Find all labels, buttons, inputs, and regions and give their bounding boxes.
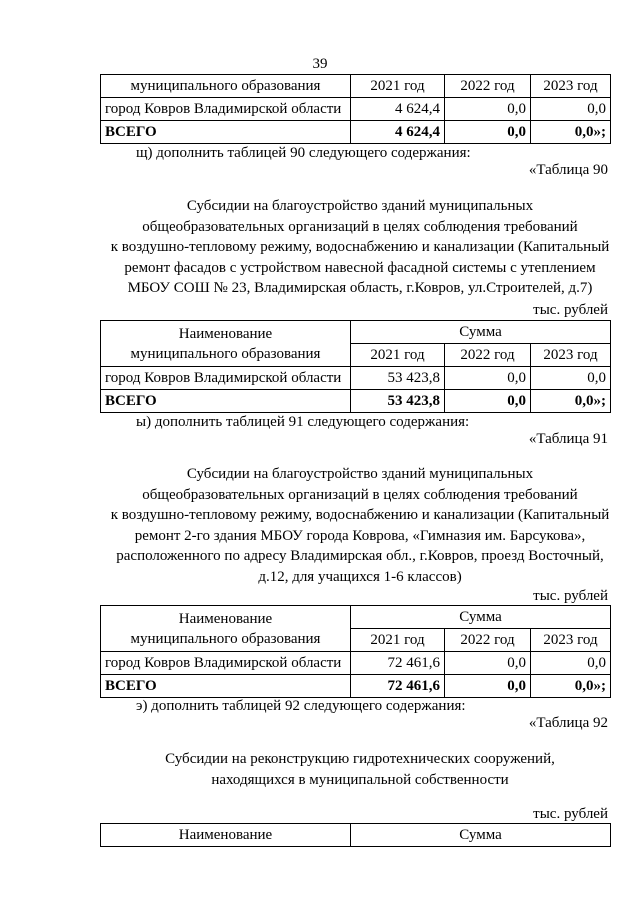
header-year-cell: 2022 год (445, 629, 531, 652)
page-number: 39 (312, 56, 328, 72)
municipality-cell: город Ковров Владимирской области (101, 652, 351, 675)
header-name-line: муниципального образования (130, 630, 321, 647)
value-cell: 0,0 (531, 98, 611, 121)
total-value: 0,0 (445, 121, 531, 144)
header-name-cell (101, 606, 351, 652)
unit-label: тыс. рублей (533, 302, 608, 318)
value-cell: 0,0 (531, 367, 611, 390)
municipality-cell: город Ковров Владимирской области (101, 367, 351, 390)
total-value: 0,0 (445, 390, 531, 413)
table-header-row (101, 75, 611, 98)
header-year-cell: 2023 год (531, 629, 611, 652)
header-sum-cell: Сумма (351, 321, 611, 344)
unit-label: тыс. рублей (533, 806, 608, 822)
table-92 (100, 823, 611, 847)
header-name-cell (101, 321, 351, 367)
header-year-cell: 2021 год (351, 75, 445, 98)
heading-line: ремонт 2-го здания МБОУ города Коврова, «Гимназия им. Барсукова», (134, 527, 586, 544)
header-year-cell: 2023 год (531, 75, 611, 98)
header-sum-cell: Сумма (351, 606, 611, 629)
header-name-line: Наименование (178, 325, 273, 342)
table-row (101, 367, 611, 390)
heading-line: МБОУ СОШ № 23, Владимирская область, г.Ковров, ул.Строителей, д.7) (127, 280, 593, 296)
total-label: ВСЕГО (101, 390, 351, 413)
table-row (101, 652, 611, 675)
paragraph-shch: щ) дополнить таблицей 90 следующего содержания: (136, 145, 471, 161)
table-92-label: «Таблица 92 (528, 715, 608, 731)
table-91-heading (90, 464, 630, 587)
value-cell: 0,0 (531, 652, 611, 675)
value-cell: 72 461,6 (351, 652, 445, 675)
value-cell: 0,0 (445, 98, 531, 121)
value-cell: 53 423,8 (351, 367, 445, 390)
heading-line: Субсидии на благоустройство зданий муниципальных (186, 198, 534, 214)
table-91 (100, 605, 611, 698)
table-90 (100, 320, 611, 413)
municipality-cell: город Ковров Владимирской области (101, 98, 351, 121)
heading-line: находящихся в муниципальной собственности (211, 771, 509, 788)
header-year-cell: 2023 год (531, 344, 611, 367)
total-label: ВСЕГО (101, 675, 351, 698)
total-value: 0,0 (445, 675, 531, 698)
total-value: 4 624,4 (351, 121, 445, 144)
heading-line: ремонт фасадов с устройством навесной фасадной системы с утеплением (124, 259, 596, 276)
header-name-line: Наименование (178, 610, 273, 627)
heading-line: общеобразовательных организаций в целях соблюдения требований (142, 218, 578, 235)
header-name-cell: Наименование (101, 824, 351, 847)
header-name-cell: муниципального образования (101, 75, 351, 98)
total-value: 72 461,6 (351, 675, 445, 698)
heading-line: д.12, для учащихся 1-6 классов) (258, 568, 462, 585)
value-cell: 0,0 (445, 652, 531, 675)
header-sum-cell: Сумма (351, 824, 611, 847)
header-year-cell: 2021 год (351, 629, 445, 652)
heading-line: к воздушно-тепловому режиму, водоснабжению и канализации (Капитальный (110, 507, 610, 523)
paragraph-e: э) дополнить таблицей 92 следующего содержания: (136, 698, 466, 714)
total-value: 0,0»; (531, 675, 611, 698)
unit-label: тыс. рублей (533, 588, 608, 604)
heading-line: расположенного по адресу Владимирская обл., г.Ковров, проезд Восточный, (116, 548, 604, 564)
heading-line: Субсидии на благоустройство зданий муниципальных (186, 466, 534, 482)
value-cell: 4 624,4 (351, 98, 445, 121)
table-91-label: «Таблица 91 (528, 431, 608, 447)
table-90-heading (90, 196, 630, 299)
paragraph-y: ы) дополнить таблицей 91 следующего содержания: (136, 414, 470, 430)
heading-line: общеобразовательных организаций в целях соблюдения требований (142, 486, 578, 503)
header-year-cell: 2022 год (445, 344, 531, 367)
total-row (101, 121, 611, 144)
total-row (101, 390, 611, 413)
header-year-cell: 2022 год (445, 75, 531, 98)
total-value: 0,0»; (531, 390, 611, 413)
total-value: 0,0»; (531, 121, 611, 144)
header-name-line: муниципального образования (130, 345, 321, 362)
total-value: 53 423,8 (351, 390, 445, 413)
table-92-heading (90, 749, 630, 790)
header-year-cell: 2021 год (351, 344, 445, 367)
table-89-continuation (100, 74, 611, 144)
heading-line: Субсидии на реконструкцию гидротехнических сооружений, (165, 751, 555, 767)
total-label: ВСЕГО (101, 121, 351, 144)
total-row (101, 675, 611, 698)
table-90-label: «Таблица 90 (528, 162, 608, 178)
heading-line: к воздушно-тепловому режиму, водоснабжению и канализации (Капитальный (110, 239, 610, 255)
table-row (101, 98, 611, 121)
value-cell: 0,0 (445, 367, 531, 390)
